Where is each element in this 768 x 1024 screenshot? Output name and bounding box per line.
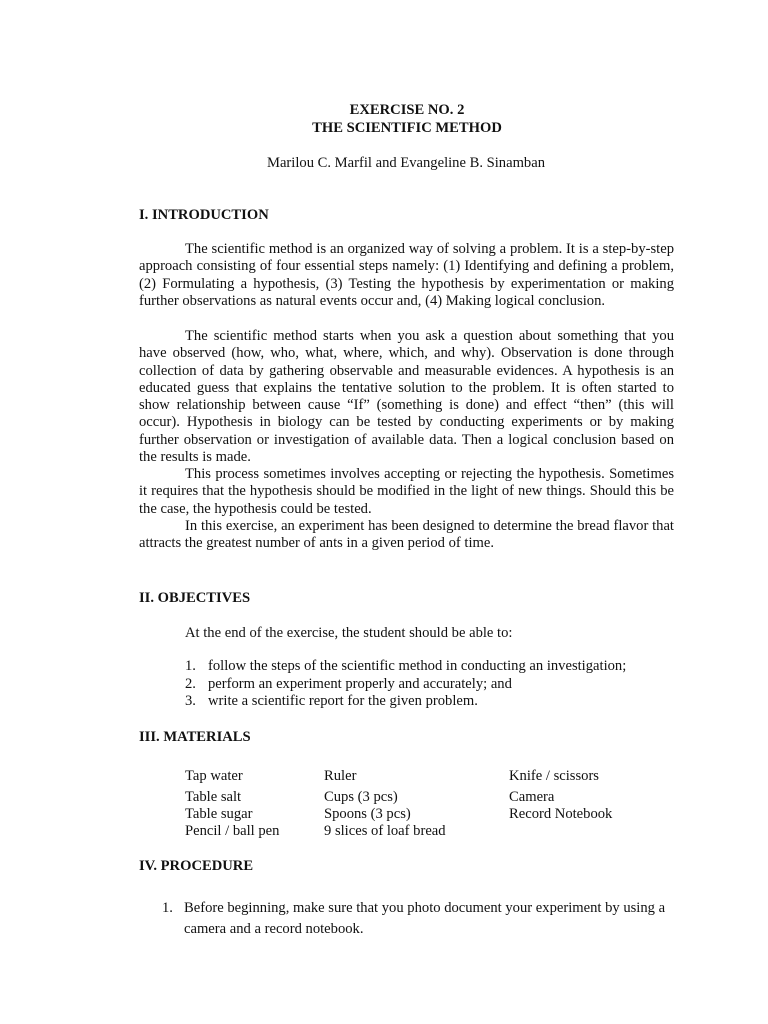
objective-item: 1. follow the steps of the scientific method in conducting an investigation; bbox=[185, 658, 627, 674]
objective-item: 2. perform an experiment properly and accurately; and bbox=[185, 676, 512, 692]
material-item: Record Notebook bbox=[509, 806, 613, 822]
intro-paragraph-4: In this exercise, an experiment has been designed to determine the bread flavor that attracts the greatest number of ants in a given period of time. bbox=[139, 518, 674, 552]
material-item: Tap water bbox=[185, 768, 243, 784]
material-item: Cups (3 pcs) bbox=[324, 789, 398, 805]
objectives-heading: II. OBJECTIVES bbox=[139, 590, 251, 606]
material-item: Pencil / ball pen bbox=[185, 823, 280, 839]
materials-heading: III. MATERIALS bbox=[139, 729, 251, 745]
introduction-heading: I. INTRODUCTION bbox=[139, 207, 269, 223]
material-item: Spoons (3 pcs) bbox=[324, 806, 411, 822]
exercise-number: EXERCISE NO. 2 bbox=[349, 102, 465, 118]
objective-item: 3. write a scientific report for the given problem. bbox=[185, 693, 478, 709]
material-item: Table sugar bbox=[185, 806, 253, 822]
authors: Marilou C. Marfil and Evangeline B. Sinamban bbox=[266, 155, 546, 171]
material-item: Knife / scissors bbox=[509, 768, 599, 784]
material-item: Ruler bbox=[324, 768, 357, 784]
procedure-heading: IV. PROCEDURE bbox=[139, 858, 254, 874]
intro-paragraph-3: This process sometimes involves accepting or rejecting the hypothesis. Sometimes it requires that the hypothesis should be modified in the light of new things. Should this be the case, the hypothesis could be tested. bbox=[139, 466, 674, 517]
intro-paragraph-2: The scientific method starts when you ask a question about something that you have observed (how, who, what, where, which, and why). Observation is done through collection of data by gathering observable and measurable evidences. A hypothesis is an educated guess that explains the tentative solution to the problem. It is often started to show relationship between cause “If” (something is done) and effect “then” (this will occur). Hypothesis in biology can be tested by conducting experiments or by making further observation or investigation of available data. Then a logical conclusion based on the results is made. bbox=[139, 328, 674, 466]
material-item: Table salt bbox=[185, 789, 242, 805]
objectives-lead: At the end of the exercise, the student should be able to: bbox=[185, 625, 513, 641]
procedure-step: 1. Before beginning, make sure that you photo document your experiment by using a camera and a record notebook. bbox=[162, 900, 666, 937]
material-item: Camera bbox=[509, 789, 555, 805]
material-item: 9 slices of loaf bread bbox=[324, 823, 446, 839]
intro-paragraph-1: The scientific method is an organized way of solving a problem. It is a step-by-step approach consisting of four essential steps namely: (1) Identifying and defining a problem, (2) Formulating a hypothesis, (3) Testing the hypothesis by experimentation or making further observations as natural events occur and, (4) Making logical conclusion. bbox=[139, 241, 674, 309]
document-title: THE SCIENTIFIC METHOD bbox=[312, 120, 502, 136]
